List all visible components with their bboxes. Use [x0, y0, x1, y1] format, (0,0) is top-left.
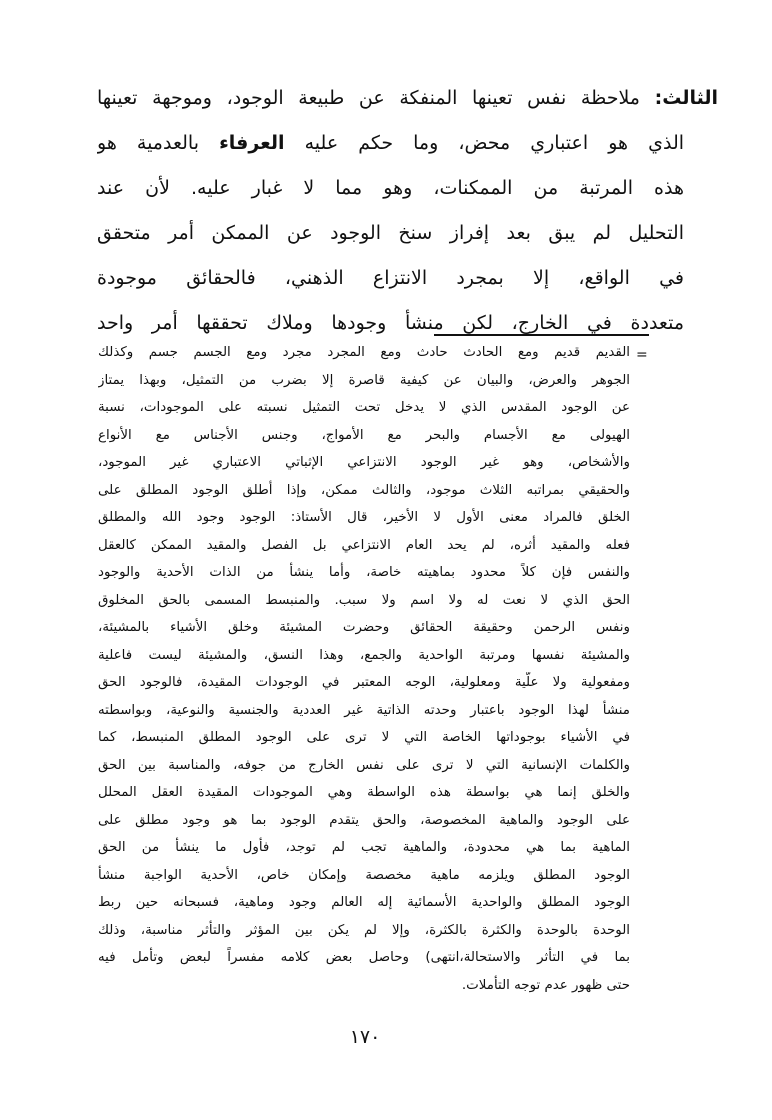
footnote-line: على الوجود والماهية المخصوصة، والحق يتقدم الوجود بما هو وجود مطلق على	[98, 812, 630, 828]
page-number: ١٧٠	[349, 1026, 381, 1048]
footnote-line: بما في التأثر والاستحالة،انتهى) وحاصل بعض كلامه مفسراً لبعض وتأمل فيه	[98, 950, 630, 965]
footnote-line: الماهية بما هي محدودة، والماهية تجب لم توجد، فأول ما ينشأ من الحق	[98, 840, 630, 855]
main-line-1	[97, 83, 718, 113]
main-line: هذه المرتبة من الممكنات، وهو مما لا غبار عليه. لأن عند	[97, 177, 684, 199]
section-label: الثالث:	[654, 87, 718, 109]
footnote-line: والمشيئة نفسها ومرتبة الواحدية والجمع، وهذا النسق، والمشيئة ليست فاعلية	[98, 647, 630, 663]
footnote-line: فعله والمقيد أثره، لم يحد العام الانتزاعي بل الفصل والمقيد الممكن كالعقل	[98, 537, 630, 553]
footnote-line: الوجود المطلق والواحدية الأسمائية إله العالم وجود وماهية، فسبحانه حين ربط	[98, 895, 630, 910]
main-line: التحليل لم يبق بعد إفراز سنخ الوجود عن الممكن أمر متحقق	[97, 222, 684, 244]
footnote-line: في الأشياء بوجوداتها الخاصة التي لا ترى على الوجود المطلق المنبسط، كما	[98, 730, 630, 745]
main-line-1-text: ملاحظة نفس تعينها المنفكة عن طبيعة الوجود، وموجهة تعينها	[97, 87, 640, 109]
footnote-line: ونفس الرحمن وحقيقة الحقائق وحضرت المشيئة وخلق الأشياء بالمشيئة،	[98, 620, 630, 635]
footnote-line: الجوهر والعرض، والبيان عن كيفية قاصرة إلا بضرب من التمثيل، وبهذا يمتاز	[98, 372, 630, 388]
footnote-line: الهيولى مع الأجسام والبحر مع الأمواج، وجنس الأجناس مع الأنواع	[98, 427, 630, 443]
bold-term: العرفاء	[219, 132, 285, 154]
footnote-line: حتى ظهور عدم توجه التأملات.	[461, 977, 630, 993]
footnote-line: ومفعولية ولا علّية ومعلولية، الوجه المعتبر في الوجودات المقيدة، فالوجود الحق	[98, 675, 630, 690]
footnote-line: الوجود المطلق ويلزمه ماهية مخصصة وإمكان خاص، الأحدية الواجبة منشأ	[98, 867, 630, 883]
main-line: متعددة في الخارج، لكن منشأ وجودها وملاك تحققها أمر واحد	[97, 312, 684, 334]
footnote-line: الحق الذي لا نعت له ولا اسم ولا سبب. والمنبسط المسمى بالحق المخلوق	[98, 592, 630, 608]
main-line-2b: بالعدمية هو	[97, 132, 199, 154]
footnote-line: والأشخاص، وهو غير الوجود الانتزاعي الإثباتي الاعتباري غير الموجود،	[98, 455, 630, 470]
main-line: في الواقع، إلا بمجرد الانتزاع الذهني، فالحقائق موجودة	[97, 267, 684, 289]
footnote-line: والكلمات الإنسانية التي لا ترى على نفس الخارج من جوفه، والمناسبة بين الحق	[98, 757, 630, 773]
footnote-line: الخلق فالمراد معنى الأول لا الأخير، قال الأستاذ: الوجود وجود الله والمطلق	[98, 510, 630, 525]
main-line-2	[97, 128, 684, 158]
footnote-line: القديم قديم ومع الحادث حادث ومع المجرد مجرد ومع الجسم جسم وكذلك	[98, 345, 630, 360]
footnote-line: والنفس فإن كلاً محدود بماهيته خاصة، وأما ينشأ من الذات الأحدية والوجود	[98, 565, 630, 580]
footnote-line: والحقيقي بمراتبه الثلاث موجود، والثالث ممكن، وإذا أطلق الوجود المطلق على	[98, 482, 630, 498]
footnote-line: عن الوجود المقدس الذي لا يدخل تحت التمثيل نسبته على الموجودات، نسبة	[98, 400, 630, 415]
continuation-mark: =	[636, 347, 648, 363]
main-line-2a: الذي هو اعتباري محض، وما حكم عليه	[304, 132, 684, 154]
footnote-line: الوحدة بالوحدة والكثرة بالكثرة، وإلا لم يكن بين المؤثر والتأثر مناسبة، وذلك	[98, 922, 630, 938]
footnote-separator	[434, 334, 649, 336]
footnote-line: والخلق إنما هي بواسطة هذه الواسطة وهي الموجودات المقيدة العقل المحلل	[98, 785, 630, 800]
footnote-line: منشأ لهذا الوجود باعتبار وحدته الذاتية غير العددية والجنسية والنوعية، وبواسطته	[98, 702, 630, 718]
